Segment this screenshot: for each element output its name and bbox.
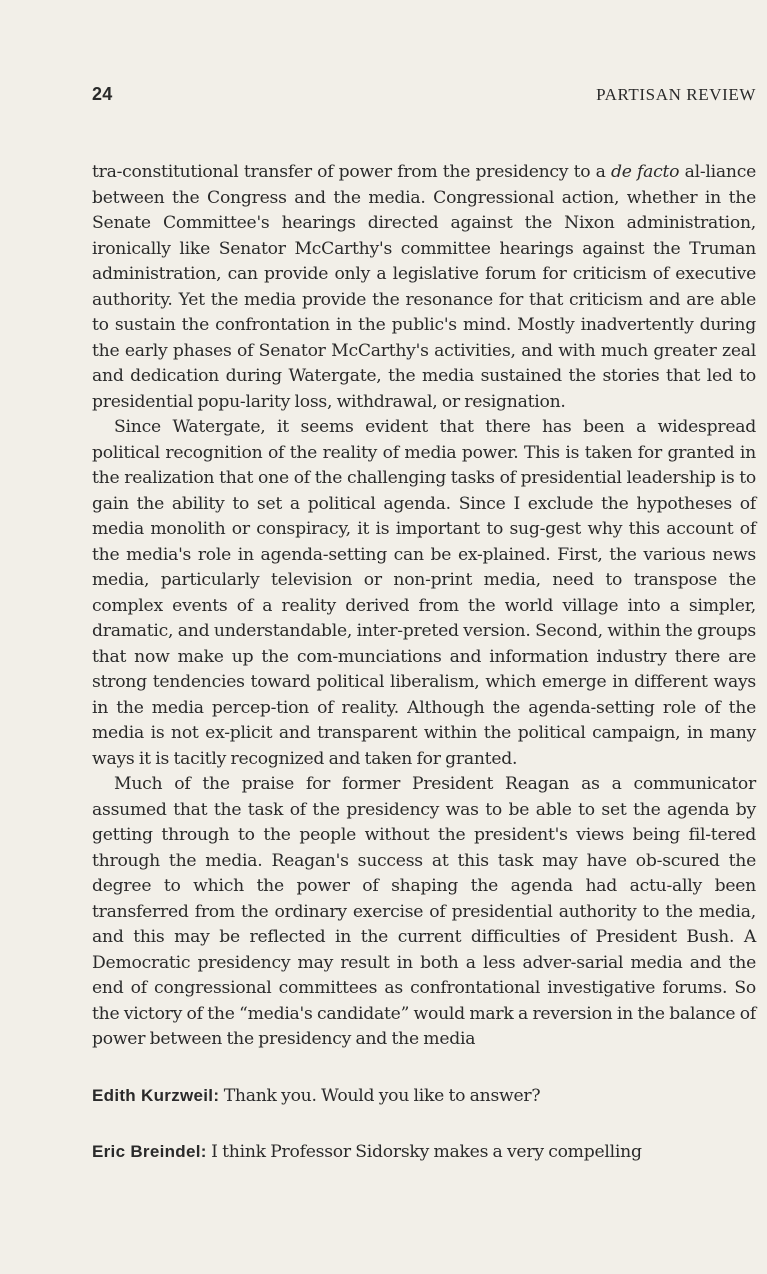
page-header — [92, 84, 756, 114]
dialogue-text: Thank you. Would you like to answer? — [219, 1085, 541, 1106]
running-head: PARTISAN REVIEW — [596, 85, 756, 104]
speaker-name: Eric Breindel: — [92, 1142, 207, 1161]
paragraph-1-text-after: al-liance between the Congress and the media. Congressional action, whether in the Senate Committee's hearings directed against the Nixon administration, ironically like Senator McCarthy's committee hearings against the Truman administration, can provide only a legislative forum for criticism of executive authority. Yet the media provide the resonance for that criticism and are able to sustain the confrontation in the public's mind. Mostly inadvertently during the early phases of Senator McCarthy's activities, and with much greater zeal and dedication during Watergate, the media sustained the stories that led to presidential popu-larity loss, withdrawal, or resignation. — [92, 162, 757, 412]
paragraph-3: Much of the praise for former President Reagan as a communicator assumed that the task of the presidency was to be able to set the agenda by getting through to the people without the president's views being fil-tered through the media. Reagan's success at this task may have ob-scured the degree to which the power of shaping the agenda had actu-ally been transferred from the ordinary exercise of presidential authority to the media, and this may be reflected in the current difficulties of President Bush. A Democratic presidency may result in both a less adver-sarial media and the end of congressional committees as confrontational investigative forums. So the victory of the “media's candidate” would mark a reversion in the balance of power between the presidency and the media — [92, 774, 756, 1049]
page-number: 24 — [92, 84, 113, 104]
paragraph-1-italic: de facto — [611, 162, 680, 182]
dialogue-text: I think Professor Sidorsky makes a very compelling — [206, 1142, 642, 1162]
speaker-name: Edith Kurzweil: — [92, 1085, 220, 1105]
paragraph-1-text-before: tra-constitutional transfer of power from the presidency to a — [92, 162, 612, 182]
article-body — [92, 160, 756, 1053]
dialogue-line-1 — [92, 1083, 756, 1110]
document-page — [92, 84, 756, 1166]
dialogue-line-2 — [92, 1139, 756, 1166]
paragraph-1 — [92, 160, 756, 415]
paragraph-2: Since Watergate, it seems evident that there has been a widespread political recognition of the reality of media power. This is taken for granted in the realization that one of the challenging tasks of presidential leadership is to gain the ability to set a political agenda. Since I exclude the hypotheses of media monolith or conspiracy, it is important to sug-gest why this account of the media's role in agenda-setting can be ex-plained. First, the various news media, particularly television or non-print media, need to transpose the complex events of a reality derived from the world village into a simpler, dramatic, and understandable, inter-preted version. Second, within the groups that now make up the com-munciations and information industry there are strong tendencies toward political liberalism, which emerge in different ways in the media percep-tion of reality. Although the agenda-setting role of the media is not ex-plicit and transparent within the political campaign, in many ways it is tacitly recognized and taken for granted. — [92, 417, 756, 769]
